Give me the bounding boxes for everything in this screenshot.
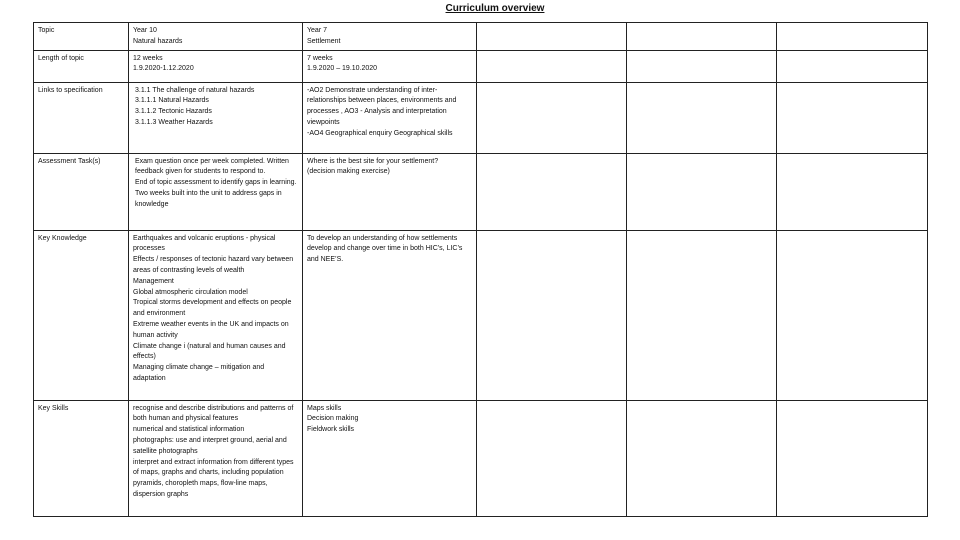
cell-text: Exam question once per week completed. Written feedback given for students to respond to. End of topic assessment to identify gaps in learning. Two weeks built into the unit to address gaps in knowledge	[135, 157, 297, 208]
row-label-cell	[34, 153, 129, 230]
year7-cell	[303, 50, 477, 82]
empty-cell	[477, 82, 627, 153]
cell-text: Year 7 Settlement	[307, 27, 341, 45]
year10-cell	[129, 153, 303, 230]
empty-cell	[777, 400, 928, 516]
year7-cell	[303, 400, 477, 516]
year10-cell	[129, 82, 303, 153]
year7-cell	[303, 153, 477, 230]
year10-cell	[129, 230, 303, 400]
row-label-cell	[34, 82, 129, 153]
year7-cell	[303, 23, 477, 51]
cell-text: Maps skills Decision making Fieldwork skills	[307, 404, 359, 434]
empty-cell	[627, 230, 777, 400]
row-label-cell	[34, 23, 129, 51]
empty-cell	[627, 153, 777, 230]
empty-cell	[777, 82, 928, 153]
table-row	[34, 153, 928, 230]
empty-cell	[477, 400, 627, 516]
empty-cell	[777, 50, 928, 82]
empty-cell	[777, 153, 928, 230]
row-label: Key Skills	[38, 404, 69, 412]
table-row	[34, 230, 928, 400]
empty-cell	[477, 50, 627, 82]
empty-cell	[477, 230, 627, 400]
cell-text: To develop an understanding of how settlements develop and change over time in both HIC’s, LIC’s and NEE’S.	[307, 234, 463, 264]
row-label: Assessment Task(s)	[38, 157, 101, 165]
year10-cell	[129, 50, 303, 82]
curriculum-table	[33, 22, 928, 517]
empty-cell	[627, 50, 777, 82]
row-label: Topic	[38, 27, 55, 34]
year7-cell	[303, 82, 477, 153]
year10-cell	[129, 23, 303, 51]
year7-cell	[303, 230, 477, 400]
cell-text: 7 weeks 1.9.2020 – 19.10.2020	[307, 54, 378, 73]
table-row	[34, 23, 928, 51]
table-row	[34, 50, 928, 82]
cell-text: -AO2 Demonstrate understanding of inter-relationships between places, environments and processes , AO3 - Analysis and interpretation viewpoints -AO4 Geographical enquiry Geographical skills	[307, 86, 457, 137]
table-row	[34, 400, 928, 516]
empty-cell	[777, 230, 928, 400]
row-label-cell	[34, 230, 129, 400]
row-label: Links to specification	[38, 86, 103, 94]
row-label-cell	[34, 400, 129, 516]
row-label: Length of topic	[38, 54, 84, 62]
empty-cell	[627, 82, 777, 153]
row-label: Key Knowledge	[38, 234, 87, 242]
page-title: Curriculum overview	[445, 3, 545, 14]
cell-text: Where is the best site for your settlement? (decision making exercise)	[307, 157, 439, 176]
cell-text: 3.1.1 The challenge of natural hazards 3.1.1.1 Natural Hazards 3.1.1.2 Tectonic Hazards 3.1.1.3 Weather Hazards	[135, 86, 255, 126]
cell-text: 12 weeks 1.9.2020-1.12.2020	[133, 54, 194, 73]
empty-cell	[627, 23, 777, 51]
empty-cell	[627, 400, 777, 516]
empty-cell	[477, 23, 627, 51]
cell-text: Year 10 Natural hazards	[133, 27, 183, 45]
empty-cell	[477, 153, 627, 230]
table-row	[34, 82, 928, 153]
cell-text: recognise and describe distributions and patterns of both human and physical features numerical and statistical information photographs: use and interpret ground, aerial and satellite photographs interpret and extract information from different types of maps, graphs and charts, including population pyramids, choropleth maps, flow-line maps, dispersion graphs	[133, 404, 294, 498]
empty-cell	[777, 23, 928, 51]
cell-text: Earthquakes and volcanic eruptions - physical processes Effects / responses of tectonic hazard vary between areas of contrasting levels of wealth Management Global atmospheric circulation model Tropical storms development and effects on people and environment Extreme weather events in the UK and impacts on human activity Climate change i (natural and human causes and effects) Managing climate change – mitigation and adaptation	[133, 234, 294, 382]
row-label-cell	[34, 50, 129, 82]
year10-cell	[129, 400, 303, 516]
